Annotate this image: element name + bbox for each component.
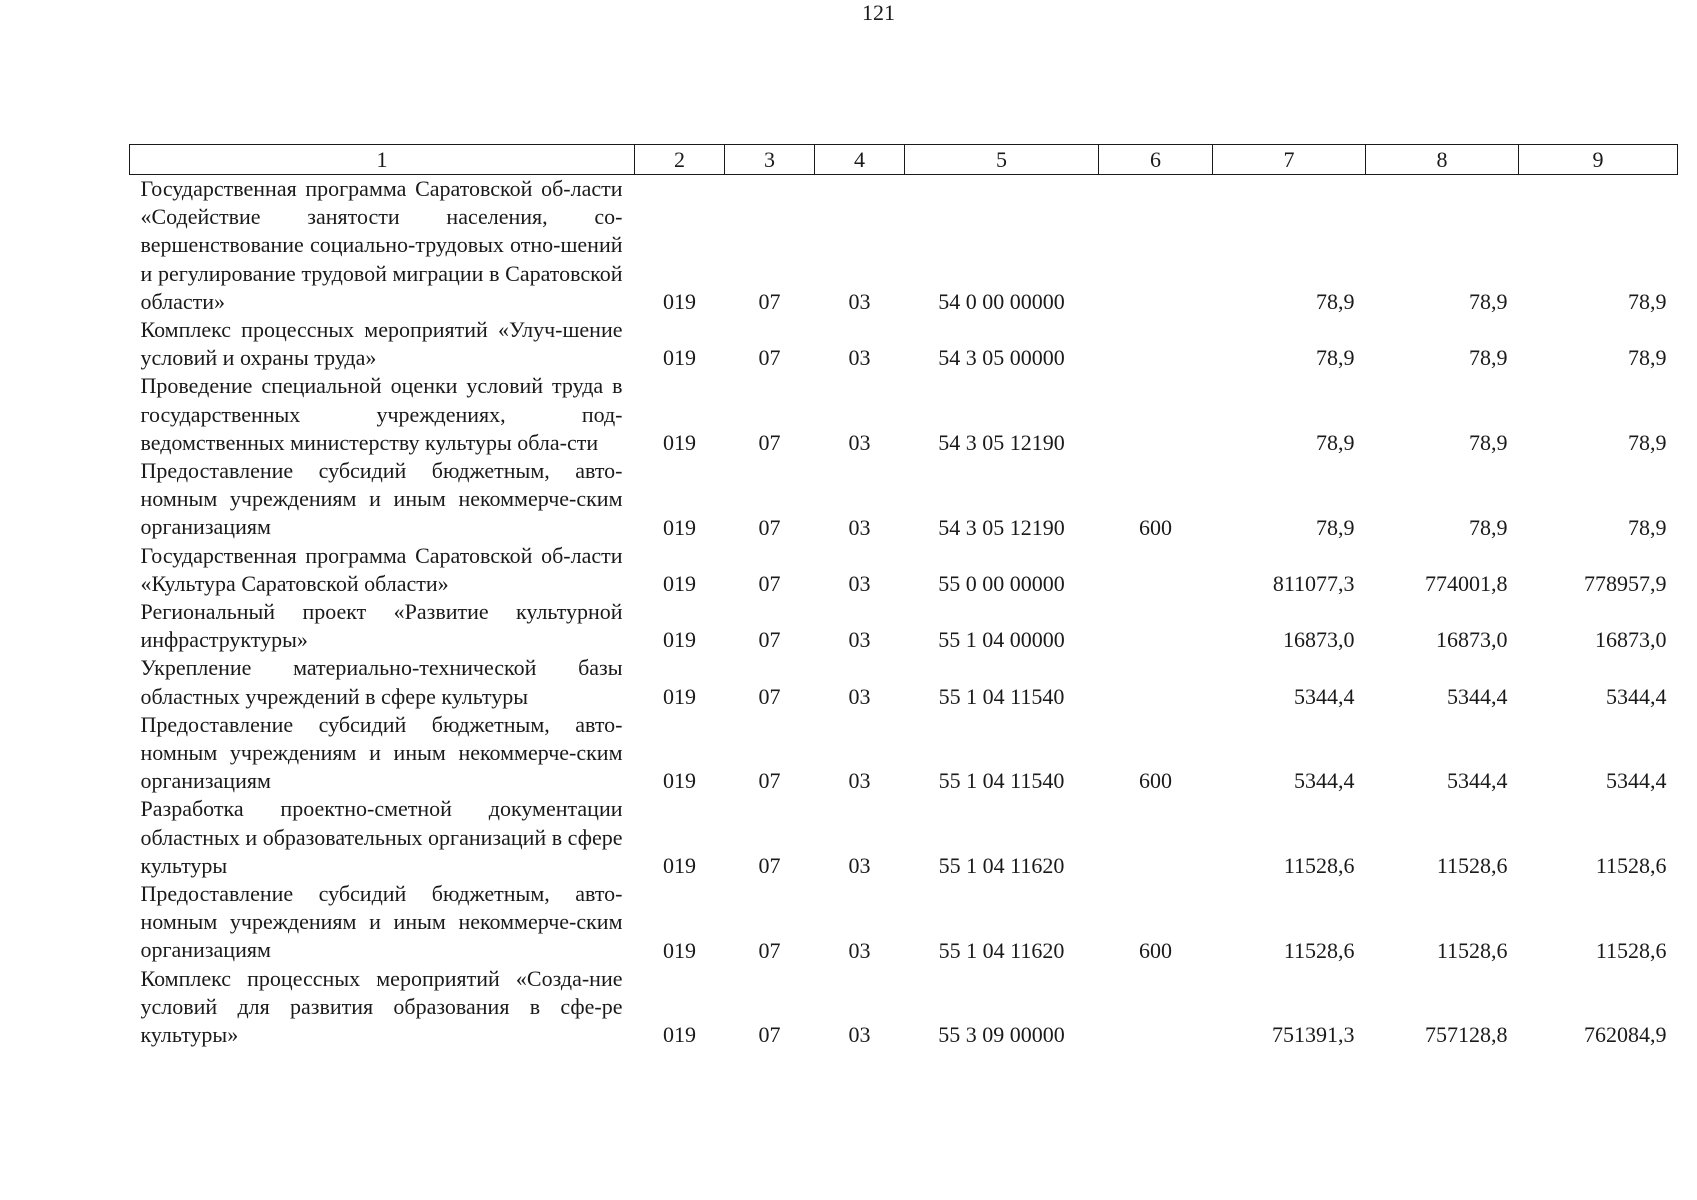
table-row — [130, 372, 1678, 457]
cell-section: 07 — [758, 1022, 781, 1048]
cell-section: 07 — [758, 683, 781, 709]
cell-target-article: 55 1 04 11540 — [938, 768, 1065, 794]
table-row — [130, 542, 1678, 598]
cell-amount-year-1: 11528,6 — [1283, 937, 1355, 963]
cell-subsection: 03 — [848, 627, 871, 653]
cell-target-article: 55 1 04 11620 — [938, 937, 1065, 963]
header-col-1: 1 — [130, 145, 635, 175]
table-row — [130, 316, 1678, 372]
cell-expense-type: 600 — [1139, 937, 1172, 963]
cell-amount-year-2: 78,9 — [1469, 345, 1508, 371]
cell-section: 07 — [758, 430, 781, 456]
header-col-3: 3 — [725, 145, 815, 175]
cell-amount-year-2: 5344,4 — [1447, 768, 1508, 794]
table-row — [130, 457, 1678, 542]
cell-subsection: 03 — [848, 768, 871, 794]
header-row — [130, 145, 1678, 175]
cell-amount-year-2: 5344,4 — [1447, 683, 1508, 709]
budget-table — [129, 144, 1678, 1049]
cell-ministry-code: 019 — [663, 289, 696, 315]
cell-amount-year-3: 78,9 — [1628, 345, 1667, 371]
table-row — [130, 598, 1678, 654]
cell-ministry-code: 019 — [663, 571, 696, 597]
cell-subsection: 03 — [848, 514, 871, 540]
cell-name: Предоставление субсидий бюджетным, авто-номным учреждениям и иным некоммерче-ским организациям — [140, 881, 623, 963]
cell-target-article: 55 1 04 00000 — [938, 627, 1065, 653]
cell-amount-year-3: 11528,6 — [1595, 853, 1667, 879]
cell-expense-type: 600 — [1139, 514, 1172, 540]
cell-section: 07 — [758, 571, 781, 597]
cell-target-article: 54 0 00 00000 — [938, 289, 1065, 315]
cell-subsection: 03 — [848, 345, 871, 371]
cell-expense-type — [1099, 598, 1213, 654]
cell-name: Разработка проектно-сметной документации областных и образовательных организаций в сфере культуры — [140, 796, 623, 878]
cell-ministry-code: 019 — [663, 627, 696, 653]
cell-section: 07 — [758, 853, 781, 879]
table-row — [130, 965, 1678, 1050]
cell-subsection: 03 — [848, 937, 871, 963]
table-body — [130, 175, 1678, 1050]
cell-section: 07 — [758, 289, 781, 315]
cell-amount-year-2: 78,9 — [1469, 289, 1508, 315]
cell-section: 07 — [758, 514, 781, 540]
header-col-7: 7 — [1213, 145, 1366, 175]
cell-amount-year-2: 757128,8 — [1425, 1022, 1508, 1048]
cell-expense-type — [1099, 175, 1213, 317]
cell-subsection: 03 — [848, 289, 871, 315]
cell-amount-year-3: 778957,9 — [1584, 571, 1667, 597]
cell-amount-year-2: 11528,6 — [1436, 937, 1508, 963]
table-row — [130, 654, 1678, 710]
cell-target-article: 54 3 05 12190 — [938, 430, 1065, 456]
cell-amount-year-3: 78,9 — [1628, 514, 1667, 540]
cell-expense-type — [1099, 654, 1213, 710]
cell-amount-year-2: 774001,8 — [1425, 571, 1508, 597]
cell-section: 07 — [758, 627, 781, 653]
cell-amount-year-1: 78,9 — [1316, 345, 1355, 371]
cell-target-article: 55 3 09 00000 — [938, 1022, 1065, 1048]
cell-amount-year-1: 751391,3 — [1272, 1022, 1355, 1048]
cell-expense-type — [1099, 316, 1213, 372]
cell-amount-year-2: 78,9 — [1469, 430, 1508, 456]
cell-ministry-code: 019 — [663, 937, 696, 963]
cell-amount-year-3: 78,9 — [1628, 430, 1667, 456]
page-number: 121 — [862, 0, 895, 25]
cell-target-article: 54 3 05 00000 — [938, 345, 1065, 371]
cell-section: 07 — [758, 768, 781, 794]
cell-amount-year-3: 762084,9 — [1584, 1022, 1667, 1048]
cell-target-article: 55 1 04 11540 — [938, 683, 1065, 709]
cell-subsection: 03 — [848, 853, 871, 879]
header-col-8: 8 — [1366, 145, 1519, 175]
cell-expense-type — [1099, 542, 1213, 598]
cell-amount-year-2: 78,9 — [1469, 514, 1508, 540]
cell-amount-year-1: 5344,4 — [1294, 768, 1355, 794]
cell-expense-type — [1099, 965, 1213, 1050]
cell-name: Укрепление материально-технической базы областных учреждений в сфере культуры — [140, 655, 623, 709]
cell-name: Предоставление субсидий бюджетным, авто-номным учреждениям и иным некоммерче-ским организациям — [140, 711, 623, 794]
cell-target-article: 55 0 00 00000 — [938, 571, 1065, 597]
cell-name: Государственная программа Саратовской об-ласти «Культура Саратовской области» — [140, 542, 623, 596]
cell-amount-year-2: 11528,6 — [1436, 853, 1508, 879]
cell-ministry-code: 019 — [663, 768, 696, 794]
cell-amount-year-3: 11528,6 — [1595, 937, 1667, 963]
cell-target-article: 55 1 04 11620 — [938, 853, 1065, 879]
cell-ministry-code: 019 — [663, 345, 696, 371]
cell-amount-year-3: 5344,4 — [1606, 683, 1667, 709]
cell-name: Предоставление субсидий бюджетным, авто-номным учреждениям и иным некоммерче-ским организациям — [140, 458, 623, 540]
cell-subsection: 03 — [848, 683, 871, 709]
cell-amount-year-3: 78,9 — [1628, 289, 1667, 315]
cell-amount-year-1: 11528,6 — [1283, 853, 1355, 879]
table-header — [130, 145, 1678, 175]
table-row — [130, 795, 1678, 880]
cell-amount-year-3: 5344,4 — [1606, 768, 1667, 794]
header-col-9: 9 — [1519, 145, 1678, 175]
cell-ministry-code: 019 — [663, 853, 696, 879]
cell-ministry-code: 019 — [663, 683, 696, 709]
table-row — [130, 880, 1678, 965]
cell-name: Проведение специальной оценки условий труда в государственных учреждениях, под-ведомственных министерству культуры обла-сти — [140, 373, 623, 455]
cell-amount-year-1: 78,9 — [1316, 430, 1355, 456]
cell-amount-year-1: 78,9 — [1316, 289, 1355, 315]
cell-target-article: 54 3 05 12190 — [938, 514, 1065, 540]
table-row — [130, 711, 1678, 796]
cell-ministry-code: 019 — [663, 514, 696, 540]
cell-ministry-code: 019 — [663, 1022, 696, 1048]
cell-section: 07 — [758, 345, 781, 371]
cell-expense-type — [1099, 795, 1213, 880]
cell-expense-type — [1099, 372, 1213, 457]
header-col-5: 5 — [905, 145, 1099, 175]
cell-ministry-code: 019 — [663, 430, 696, 456]
cell-subsection: 03 — [848, 1022, 871, 1048]
cell-subsection: 03 — [848, 571, 871, 597]
header-col-2: 2 — [635, 145, 725, 175]
header-col-4: 4 — [815, 145, 905, 175]
cell-name: Государственная программа Саратовской об-ласти «Содействие занятости населения, со-вершенствование социально-трудовых отно-шений и регулирование трудовой миграции в Саратовской области» — [140, 176, 623, 314]
cell-section: 07 — [758, 937, 781, 963]
cell-subsection: 03 — [848, 430, 871, 456]
cell-name: Комплекс процессных мероприятий «Созда-ние условий для развития образования в сфе-ре культуры» — [140, 965, 623, 1048]
table-row — [130, 175, 1678, 317]
cell-amount-year-1: 16873,0 — [1283, 627, 1355, 653]
cell-amount-year-3: 16873,0 — [1595, 627, 1667, 653]
header-col-6: 6 — [1099, 145, 1213, 175]
cell-expense-type: 600 — [1139, 768, 1172, 794]
cell-amount-year-1: 811077,3 — [1272, 571, 1355, 597]
cell-amount-year-2: 16873,0 — [1436, 627, 1508, 653]
cell-amount-year-1: 78,9 — [1316, 514, 1355, 540]
cell-name: Региональный проект «Развитие культурной инфраструктуры» — [140, 599, 623, 653]
cell-name: Комплекс процессных мероприятий «Улуч-шение условий и охраны труда» — [140, 317, 623, 371]
cell-amount-year-1: 5344,4 — [1294, 683, 1355, 709]
